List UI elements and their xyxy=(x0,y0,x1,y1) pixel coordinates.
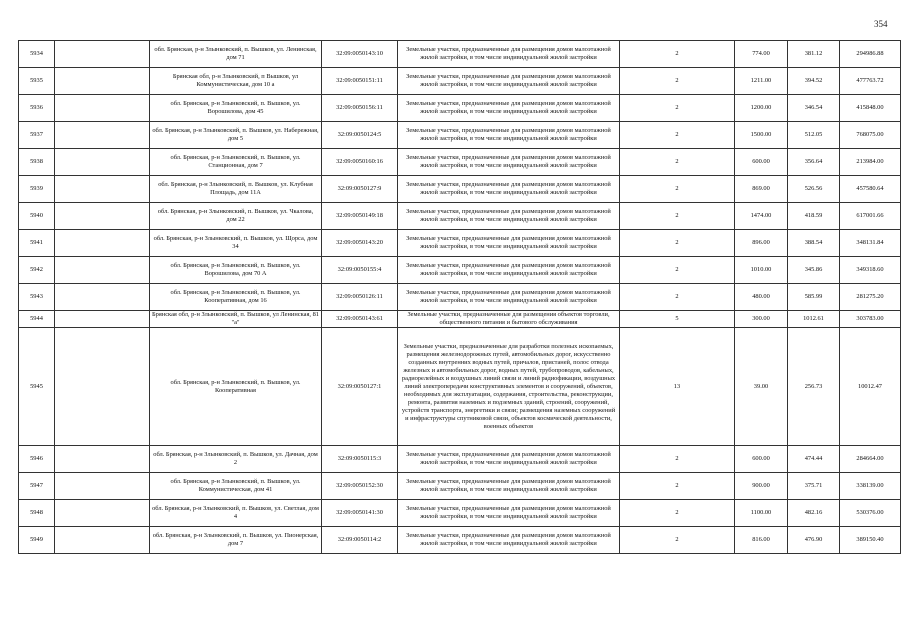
row-permitted-use-cell: Земельные участки, предназначенные для размещения домов малоэтажной жилой застройки, в том числе индивидуальной жилой застройки xyxy=(398,41,620,68)
row-area-cell: 1500.00 xyxy=(735,122,788,149)
row-permitted-use-cell: Земельные участки, предназначенные для разработки полезных ископаемых, размещения железнодорожных путей, автомобильных дорог, искусственно созданных внутренних водных путей, причалов, пристаней, полос отвода железных и автомобильных дорог, водных путей, трубопроводов, кабельных, радиорелейных и воздушных линий связи и линий радиофикации, воздушных линий электропередачи конструктивных элементов и сооружений, объектов, необходимых для эксплуатации, содержания, строительства, реконструкции, ремонта, развития наземных и подземных зданий, строений, сооружений, устройств транспорта, энергетики и связи; размещения наземных сооружений и инфраструктуры спутниковой связи, объектов космической деятельности, военных объектов xyxy=(398,328,620,446)
row-class-cell: 2 xyxy=(620,284,735,311)
row-area-cell: 600.00 xyxy=(735,446,788,473)
row-id-cell: 5934 xyxy=(19,41,55,68)
table-row xyxy=(19,257,901,284)
row-cadastral-cell: 32:09:0050143:10 xyxy=(322,41,398,68)
row-value-cell: 530376.00 xyxy=(840,500,901,527)
row-area-cell: 39.00 xyxy=(735,328,788,446)
row-value-cell: 349318.60 xyxy=(840,257,901,284)
row-address-cell: обл. Брянская, р-н Злынковский, п. Вышков, ул. Светлая, дом 4 xyxy=(150,500,322,527)
row-cadastral-cell: 32:09:0050156:11 xyxy=(322,95,398,122)
row-area-cell: 1474.00 xyxy=(735,203,788,230)
table-row xyxy=(19,203,901,230)
row-permitted-use-cell: Земельные участки, предназначенные для размещения домов малоэтажной жилой застройки, в том числе индивидуальной жилой застройки xyxy=(398,284,620,311)
row-area-cell: 480.00 xyxy=(735,284,788,311)
row-blank-cell xyxy=(55,95,150,122)
row-value-cell: 294986.88 xyxy=(840,41,901,68)
table-row xyxy=(19,527,901,554)
row-area-cell: 900.00 xyxy=(735,473,788,500)
row-cadastral-cell: 32:09:0050155:4 xyxy=(322,257,398,284)
row-id-cell: 5936 xyxy=(19,95,55,122)
row-id-cell: 5941 xyxy=(19,230,55,257)
row-blank-cell xyxy=(55,328,150,446)
row-id-cell: 5947 xyxy=(19,473,55,500)
row-value-cell: 303783.00 xyxy=(840,311,901,328)
row-address-cell: обл. Брянская, р-н Злынковский, п. Вышков, ул. Ворошилова, дом 45 xyxy=(150,95,322,122)
table-row xyxy=(19,284,901,311)
row-cadastral-cell: 32:09:0050152:30 xyxy=(322,473,398,500)
row-class-cell: 2 xyxy=(620,176,735,203)
row-class-cell: 2 xyxy=(620,446,735,473)
row-area-cell: 1200.00 xyxy=(735,95,788,122)
row-area-cell: 896.00 xyxy=(735,230,788,257)
row-rate-cell: 512.05 xyxy=(788,122,840,149)
row-value-cell: 415848.00 xyxy=(840,95,901,122)
row-blank-cell xyxy=(55,284,150,311)
row-rate-cell: 394.52 xyxy=(788,68,840,95)
row-address-cell: обл. Брянская, р-н Злынковский, п. Вышков, ул. Набережная, дом 5 xyxy=(150,122,322,149)
row-blank-cell xyxy=(55,500,150,527)
row-area-cell: 1010.00 xyxy=(735,257,788,284)
row-rate-cell: 476.90 xyxy=(788,527,840,554)
row-rate-cell: 1012.61 xyxy=(788,311,840,328)
row-permitted-use-cell: Земельные участки, предназначенные для размещения домов малоэтажной жилой застройки, в том числе индивидуальной жилой застройки xyxy=(398,527,620,554)
row-class-cell: 2 xyxy=(620,95,735,122)
row-id-cell: 5945 xyxy=(19,328,55,446)
row-blank-cell xyxy=(55,257,150,284)
row-rate-cell: 418.59 xyxy=(788,203,840,230)
row-value-cell: 338139.00 xyxy=(840,473,901,500)
row-area-cell: 1211.00 xyxy=(735,68,788,95)
row-permitted-use-cell: Земельные участки, предназначенные для размещения домов малоэтажной жилой застройки, в том числе индивидуальной жилой застройки xyxy=(398,500,620,527)
row-area-cell: 774.00 xyxy=(735,41,788,68)
row-class-cell: 2 xyxy=(620,257,735,284)
row-cadastral-cell: 32:09:0050143:61 xyxy=(322,311,398,328)
row-id-cell: 5949 xyxy=(19,527,55,554)
row-rate-cell: 381.12 xyxy=(788,41,840,68)
row-class-cell: 2 xyxy=(620,149,735,176)
row-rate-cell: 256.73 xyxy=(788,328,840,446)
row-value-cell: 477763.72 xyxy=(840,68,901,95)
row-area-cell: 600.00 xyxy=(735,149,788,176)
row-id-cell: 5943 xyxy=(19,284,55,311)
row-cadastral-cell: 32:09:0050124:5 xyxy=(322,122,398,149)
row-address-cell: Брянская обл, р-н Злынковский, п. Вышков, ул Ленинская, 81 "а" xyxy=(150,311,322,328)
row-address-cell: обл. Брянская, р-н Злынковский, п. Вышков, ул. Ленинская, дом 71 xyxy=(150,41,322,68)
row-id-cell: 5935 xyxy=(19,68,55,95)
row-rate-cell: 346.54 xyxy=(788,95,840,122)
row-area-cell: 1100.00 xyxy=(735,500,788,527)
row-id-cell: 5942 xyxy=(19,257,55,284)
row-blank-cell xyxy=(55,446,150,473)
row-permitted-use-cell: Земельные участки, предназначенные для размещения домов малоэтажной жилой застройки, в том числе индивидуальной жилой застройки xyxy=(398,230,620,257)
row-blank-cell xyxy=(55,176,150,203)
row-blank-cell xyxy=(55,527,150,554)
row-id-cell: 5944 xyxy=(19,311,55,328)
row-value-cell: 281275.20 xyxy=(840,284,901,311)
row-value-cell: 768075.00 xyxy=(840,122,901,149)
table-row xyxy=(19,95,901,122)
table-row xyxy=(19,500,901,527)
row-value-cell: 457580.64 xyxy=(840,176,901,203)
table-row xyxy=(19,149,901,176)
row-class-cell: 2 xyxy=(620,122,735,149)
row-address-cell: обл. Брянская, р-н Злынковский, п. Вышков, ул. Станционная, дом 7 xyxy=(150,149,322,176)
row-rate-cell: 375.71 xyxy=(788,473,840,500)
row-cadastral-cell: 32:09:0050149:18 xyxy=(322,203,398,230)
row-value-cell: 10012.47 xyxy=(840,328,901,446)
row-area-cell: 869.00 xyxy=(735,176,788,203)
row-cadastral-cell: 32:09:0050160:16 xyxy=(322,149,398,176)
row-class-cell: 2 xyxy=(620,203,735,230)
row-class-cell: 2 xyxy=(620,41,735,68)
row-address-cell: обл. Брянская, р-н Злынковский, п. Вышков, ул. Ворошилова, дом 70 А xyxy=(150,257,322,284)
row-blank-cell xyxy=(55,203,150,230)
row-rate-cell: 474.44 xyxy=(788,446,840,473)
row-class-cell: 2 xyxy=(620,230,735,257)
row-permitted-use-cell: Земельные участки, предназначенные для размещения домов малоэтажной жилой застройки, в том числе индивидуальной жилой застройки xyxy=(398,257,620,284)
row-address-cell: обл. Брянская, р-н Злынковский, п. Вышков, ул. Клубная Площадь, дом 11А xyxy=(150,176,322,203)
table-row xyxy=(19,68,901,95)
row-value-cell: 617001.66 xyxy=(840,203,901,230)
row-id-cell: 5939 xyxy=(19,176,55,203)
row-address-cell: Брянская обл, р-н Злынковский, п Вышков, ул Коммунистическая, дом 10 а xyxy=(150,68,322,95)
row-permitted-use-cell: Земельные участки, предназначенные для размещения объектов торговли, общественного питания и бытового обслуживания xyxy=(398,311,620,328)
row-permitted-use-cell: Земельные участки, предназначенные для размещения домов малоэтажной жилой застройки, в том числе индивидуальной жилой застройки xyxy=(398,149,620,176)
table-row xyxy=(19,230,901,257)
row-rate-cell: 585.99 xyxy=(788,284,840,311)
table-row xyxy=(19,473,901,500)
row-cadastral-cell: 32:09:0050151:11 xyxy=(322,68,398,95)
row-cadastral-cell: 32:09:0050127:9 xyxy=(322,176,398,203)
row-address-cell: обл. Брянская, р-н Злынковский, п. Вышков, ул. Кооперативная xyxy=(150,328,322,446)
row-blank-cell xyxy=(55,230,150,257)
land-registry-table xyxy=(18,40,901,554)
row-blank-cell xyxy=(55,122,150,149)
row-id-cell: 5946 xyxy=(19,446,55,473)
row-id-cell: 5937 xyxy=(19,122,55,149)
row-permitted-use-cell: Земельные участки, предназначенные для размещения домов малоэтажной жилой застройки, в том числе индивидуальной жилой застройки xyxy=(398,203,620,230)
row-class-cell: 2 xyxy=(620,500,735,527)
row-value-cell: 348131.84 xyxy=(840,230,901,257)
row-address-cell: обл. Брянская, р-н Злынковский, п. Вышков, ул. Кооперативная, дом 16 xyxy=(150,284,322,311)
row-class-cell: 13 xyxy=(620,328,735,446)
row-value-cell: 213984.00 xyxy=(840,149,901,176)
row-permitted-use-cell: Земельные участки, предназначенные для размещения домов малоэтажной жилой застройки, в том числе индивидуальной жилой застройки xyxy=(398,68,620,95)
table-row xyxy=(19,446,901,473)
row-permitted-use-cell: Земельные участки, предназначенные для размещения домов малоэтажной жилой застройки, в том числе индивидуальной жилой застройки xyxy=(398,122,620,149)
row-cadastral-cell: 32:09:0050115:3 xyxy=(322,446,398,473)
row-class-cell: 2 xyxy=(620,473,735,500)
row-area-cell: 816.00 xyxy=(735,527,788,554)
page-number: 354 xyxy=(874,19,888,29)
row-class-cell: 5 xyxy=(620,311,735,328)
row-rate-cell: 356.64 xyxy=(788,149,840,176)
row-rate-cell: 482.16 xyxy=(788,500,840,527)
row-blank-cell xyxy=(55,41,150,68)
row-rate-cell: 345.86 xyxy=(788,257,840,284)
row-class-cell: 2 xyxy=(620,527,735,554)
row-blank-cell xyxy=(55,149,150,176)
row-address-cell: обл. Брянская, р-н Злынковский, п. Вышков, ул. Щорса, дом 34 xyxy=(150,230,322,257)
table-row xyxy=(19,41,901,68)
table-row xyxy=(19,176,901,203)
row-class-cell: 2 xyxy=(620,68,735,95)
row-rate-cell: 388.54 xyxy=(788,230,840,257)
row-blank-cell xyxy=(55,473,150,500)
row-cadastral-cell: 32:09:0050114:2 xyxy=(322,527,398,554)
row-cadastral-cell: 32:09:0050141:30 xyxy=(322,500,398,527)
row-id-cell: 5948 xyxy=(19,500,55,527)
row-value-cell: 389150.40 xyxy=(840,527,901,554)
row-blank-cell xyxy=(55,311,150,328)
row-permitted-use-cell: Земельные участки, предназначенные для размещения домов малоэтажной жилой застройки, в том числе индивидуальной жилой застройки xyxy=(398,95,620,122)
row-cadastral-cell: 32:09:0050143:20 xyxy=(322,230,398,257)
row-id-cell: 5940 xyxy=(19,203,55,230)
row-cadastral-cell: 32:09:0050126:11 xyxy=(322,284,398,311)
row-address-cell: обл. Брянская, р-н Злынковский, п. Вышков, ул. Пионерская, дом 7 xyxy=(150,527,322,554)
row-value-cell: 284664.00 xyxy=(840,446,901,473)
table-row xyxy=(19,328,901,446)
row-permitted-use-cell: Земельные участки, предназначенные для размещения домов малоэтажной жилой застройки, в том числе индивидуальной жилой застройки xyxy=(398,176,620,203)
row-address-cell: обл. Брянская, р-н Злынковский, п. Вышков, ул. Чкалова, дом 22 xyxy=(150,203,322,230)
table-row xyxy=(19,122,901,149)
row-permitted-use-cell: Земельные участки, предназначенные для размещения домов малоэтажной жилой застройки, в том числе индивидуальной жилой застройки xyxy=(398,446,620,473)
table-row xyxy=(19,311,901,328)
row-address-cell: обл. Брянская, р-н Злынковский, п. Вышков, ул. Коммунистическая, дом 41 xyxy=(150,473,322,500)
row-area-cell: 300.00 xyxy=(735,311,788,328)
row-blank-cell xyxy=(55,68,150,95)
row-permitted-use-cell: Земельные участки, предназначенные для размещения домов малоэтажной жилой застройки, в том числе индивидуальной жилой застройки xyxy=(398,473,620,500)
row-cadastral-cell: 32:09:0050127:1 xyxy=(322,328,398,446)
row-address-cell: обл. Брянская, р-н Злынковский, п. Вышков, ул. Дачная, дом 2 xyxy=(150,446,322,473)
row-rate-cell: 526.56 xyxy=(788,176,840,203)
row-id-cell: 5938 xyxy=(19,149,55,176)
